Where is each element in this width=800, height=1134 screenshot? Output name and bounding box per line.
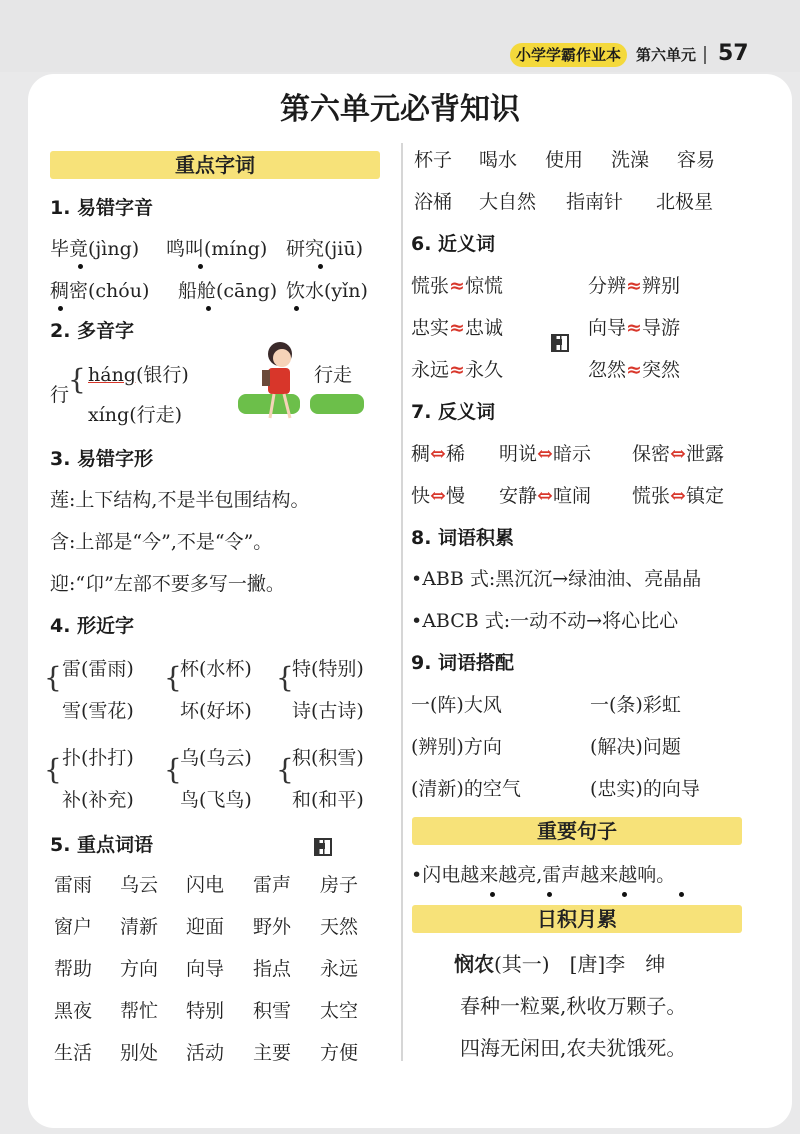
polyphone-reading-1 (88, 362, 189, 388)
section-band-key-sentences: 重要句子 (412, 817, 742, 845)
word: 别处 (120, 1042, 159, 1064)
word: 特别 (186, 1000, 225, 1022)
antonym-pair: 明说⇔暗示 (499, 443, 591, 465)
pinyin-item: 船舱(cāng) (178, 280, 278, 302)
brace: { (276, 661, 294, 694)
emphasis-dot (206, 306, 211, 311)
pinyin-hang: háng (88, 364, 136, 386)
heading-7: 7. 反义词 (411, 401, 496, 423)
word: 浴桶 (414, 191, 453, 213)
pinyin-item: 稠密(chóu) (50, 280, 150, 302)
word: 窗户 (54, 916, 93, 938)
word: 永远 (320, 958, 359, 980)
similar-char: 补(补充) (62, 789, 134, 811)
word: 乌云 (120, 874, 159, 896)
page-number: 57 (718, 41, 749, 66)
word: 洗澡 (611, 149, 650, 171)
synonym-pair: 永远≈永久 (411, 359, 503, 381)
word: 指点 (253, 958, 292, 980)
word: 黑夜 (54, 1000, 93, 1022)
collocation: (清新)的空气 (411, 778, 521, 800)
word: 大自然 (479, 191, 537, 213)
similar-char: 诗(古诗) (292, 700, 364, 722)
qr-code-icon[interactable] (551, 334, 569, 352)
word: 太空 (320, 1000, 359, 1022)
header-divider (704, 46, 706, 64)
brace: { (44, 661, 62, 694)
page-header (0, 0, 800, 72)
glyph-note: 莲:上下结构,不是半包围结构。 (50, 489, 310, 511)
poem-dynasty: [唐] (569, 952, 606, 976)
antonym-pair: 稠⇔稀 (411, 443, 465, 465)
word-bank: (银行) (135, 364, 189, 386)
glyph-note: 含:上部是“今”,不是“令”。 (50, 531, 273, 553)
emphasis-dot (490, 892, 495, 897)
qr-code-icon[interactable] (314, 838, 332, 856)
pinyin-item: 饮水(yǐn) (286, 280, 368, 302)
page-title: 第六单元必背知识 (280, 92, 520, 127)
similar-char: 坏(好坏) (180, 700, 252, 722)
poem-line: 四海无闲田,农夫犹饿死。 (460, 1036, 687, 1060)
similar-char: 扑(扑打) (62, 747, 134, 769)
antonym-pair: 保密⇔泄露 (632, 443, 724, 465)
brace: { (276, 753, 294, 786)
emphasis-dot (679, 892, 684, 897)
similar-char: 雪(雪花) (62, 700, 134, 722)
word: 野外 (253, 916, 292, 938)
word: 容易 (677, 149, 716, 171)
poem-title: 悯农 (454, 952, 494, 976)
emphasis-dot (294, 306, 299, 311)
heading-5: 5. 重点词语 (50, 834, 154, 856)
pinyin-item: 鸣叫(míng) (166, 238, 268, 260)
word: 方向 (120, 958, 159, 980)
collocation: (解决)问题 (590, 736, 681, 758)
pinyin-item: 毕竟(jìng) (50, 238, 140, 260)
word: 雷雨 (54, 874, 93, 896)
word: 天然 (320, 916, 359, 938)
similar-char: 和(和平) (292, 789, 364, 811)
similar-char: 积(积雪) (292, 747, 364, 769)
word-pattern: •ABB 式:黑沉沉→绿油油、亮晶晶 (411, 568, 702, 590)
pinyin-item: 研究(jiū) (286, 238, 364, 260)
heading-6: 6. 近义词 (411, 233, 496, 255)
brace: { (164, 753, 182, 786)
word: 指南针 (566, 191, 624, 213)
emphasis-dot (78, 264, 83, 269)
column-divider (401, 143, 403, 1061)
heading-4: 4. 形近字 (50, 615, 135, 637)
emphasis-dot (622, 892, 627, 897)
word: 清新 (120, 916, 159, 938)
synonym-pair: 忽然≈突然 (588, 359, 680, 381)
similar-char: 杯(水杯) (180, 658, 252, 680)
antonym-pair: 安静⇔喧闹 (499, 485, 591, 507)
word: 杯子 (414, 149, 453, 171)
word: 北极星 (656, 191, 714, 213)
similar-char: 鸟(飞鸟) (180, 789, 252, 811)
similar-char: 乌(乌云) (180, 747, 252, 769)
poem-title-line: 悯农(其一) [唐]李 绅 (454, 952, 666, 976)
brace: { (44, 753, 62, 786)
glyph-note: 迎:“卬”左部不要多写一撇。 (50, 573, 285, 595)
collocation: (辨别)方向 (411, 736, 502, 758)
polyphone-char: 行 (50, 384, 70, 406)
poem-line: 春种一粒粟,秋收万颗子。 (460, 994, 687, 1018)
collocation: 一(条)彩虹 (590, 694, 681, 716)
synonym-pair: 向导≈导游 (588, 317, 680, 339)
word: 帮忙 (120, 1000, 159, 1022)
word: 房子 (320, 874, 359, 896)
word: 迎面 (186, 916, 225, 938)
word-pattern: •ABCB 式:一动不动→将心比心 (411, 610, 679, 632)
word: 帮助 (54, 958, 93, 980)
similar-char: 雷(雷雨) (62, 658, 134, 680)
brace: { (68, 363, 86, 396)
emphasis-dot (198, 264, 203, 269)
word: 雷声 (253, 874, 292, 896)
poem-author: 李 绅 (605, 952, 666, 976)
series-badge: 小学学霸作业本 (510, 43, 627, 67)
synonym-pair: 忠实≈忠诚 (411, 317, 503, 339)
word: 喝水 (479, 149, 518, 171)
illustration-caption: 行走 (314, 364, 353, 386)
antonym-pair: 慌张⇔镇定 (632, 485, 724, 507)
heading-1: 1. 易错字音 (50, 197, 154, 219)
synonym-pair: 分辨≈辨别 (588, 275, 680, 297)
heading-2: 2. 多音字 (50, 320, 135, 342)
word: 向导 (186, 958, 225, 980)
emphasis-dot (58, 306, 63, 311)
word: 积雪 (253, 1000, 292, 1022)
collocation: (忠实)的向导 (590, 778, 700, 800)
emphasis-dot (318, 264, 323, 269)
word: 闪电 (186, 874, 225, 896)
key-sentence: •闪电越来越亮,雷声越来越响。 (411, 864, 676, 886)
word: 生活 (54, 1042, 93, 1064)
synonym-pair: 慌张≈惊慌 (411, 275, 503, 297)
word: 使用 (545, 149, 584, 171)
heading-9: 9. 词语搭配 (411, 652, 515, 674)
collocation: 一(阵)大风 (411, 694, 502, 716)
heading-8: 8. 词语积累 (411, 527, 515, 549)
section-band-key-words: 重点字词 (50, 151, 380, 179)
word: 主要 (253, 1042, 292, 1064)
brace: { (164, 661, 182, 694)
emphasis-dot (547, 892, 552, 897)
antonym-pair: 快⇔慢 (411, 485, 465, 507)
word: 活动 (186, 1042, 225, 1064)
section-band-daily-accumulation: 日积月累 (412, 905, 742, 933)
unit-label: 第六单元 (636, 46, 697, 64)
word: 方便 (320, 1042, 359, 1064)
similar-char: 特(特别) (292, 658, 364, 680)
polyphone-reading-2: xíng(行走) (88, 404, 183, 426)
heading-3: 3. 易错字形 (50, 448, 154, 470)
